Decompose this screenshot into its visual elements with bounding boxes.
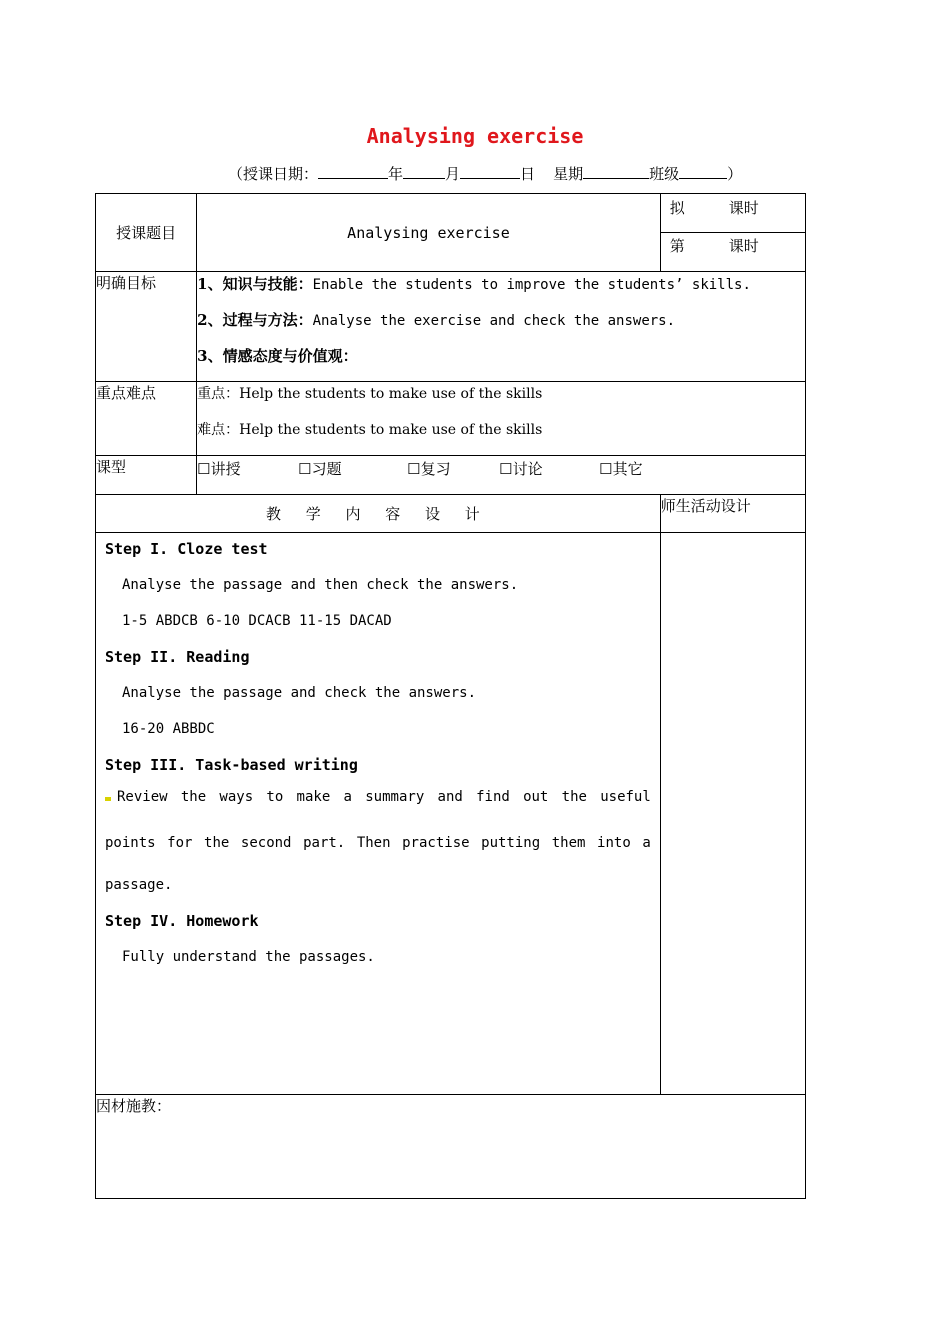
activity-label: 师生活动设计 [660, 497, 751, 515]
keypoints-label-cell [96, 382, 197, 456]
steps-content-cell [96, 533, 661, 1095]
keypoints-row [96, 382, 806, 456]
lesson-type-exercise-checkbox[interactable]: ☐习题 [298, 459, 342, 478]
date-close: ） [727, 165, 743, 183]
activity-header [660, 495, 805, 533]
objective-process-prefix: 2、过程与方法： [197, 311, 313, 329]
objective-process [197, 308, 805, 344]
month-blank[interactable] [403, 164, 445, 179]
step3-line3: passage. [105, 877, 173, 893]
step3-title: Step III. Task-based writing [105, 756, 358, 774]
step3-line2: points for the second part. Then practise putting them into a [105, 835, 651, 851]
topic-row [96, 194, 806, 272]
weekday-label: 星期 [553, 165, 584, 183]
objective-process-text: Analyse the exercise and check the answers. [312, 313, 676, 329]
planned-periods [661, 194, 805, 233]
class-label: 班级 [649, 165, 680, 183]
step4-line1: Fully understand the passages. [122, 949, 375, 965]
objectives-row [96, 272, 806, 382]
objective-knowledge [197, 272, 805, 308]
lesson-plan-table [95, 193, 806, 1199]
difficult-point: 难点：Help the students to make use of the skills [197, 422, 543, 438]
lesson-type-other-checkbox[interactable]: ☐其它 [599, 459, 643, 478]
footer-row [96, 1095, 806, 1199]
lesson-type-review-checkbox[interactable]: ☐复习 [407, 459, 451, 478]
step1-line1: Analyse the passage and then check the answers. [122, 577, 519, 593]
weekday-blank[interactable] [583, 164, 649, 179]
lesson-type-discussion-checkbox[interactable]: ☐讨论 [499, 459, 543, 478]
month-label: 月 [445, 165, 461, 183]
keypoints-label: 重点难点 [96, 384, 157, 402]
step2-answers: 16-20 ABBDC [122, 721, 215, 737]
objectives-label-cell [96, 272, 197, 382]
steps-row [96, 533, 806, 1095]
number-unit: 课时 [728, 237, 759, 255]
objectives-content-cell [197, 272, 806, 382]
day-blank[interactable] [460, 164, 520, 179]
period-number [661, 233, 805, 271]
topic-label: 授课题目 [116, 224, 177, 242]
footer-label: 因材施教： [96, 1097, 172, 1115]
objectives-label: 明确目标 [96, 274, 157, 292]
objective-attitude [197, 344, 805, 380]
period-cell [660, 194, 805, 272]
lesson-type-row [96, 456, 806, 495]
step2-line1: Analyse the passage and check the answers. [122, 685, 477, 701]
year-blank[interactable] [318, 164, 388, 179]
content-header-row [96, 495, 806, 533]
lesson-type-label-cell [96, 456, 197, 495]
footer-cell[interactable] [96, 1095, 806, 1199]
lesson-type-label: 课型 [96, 458, 127, 476]
objective-knowledge-prefix: 1、知识与技能： [197, 275, 313, 293]
date-line [228, 163, 742, 184]
step1-title: Step I. Cloze test [105, 540, 268, 558]
year-label: 年 [388, 165, 404, 183]
step2-title: Step II. Reading [105, 648, 250, 666]
number-label: 第 [669, 237, 685, 255]
step3-line1-text: Review the ways to make a summary and find out the useful [117, 789, 651, 805]
content-design-label: 教 学 内 容 设 计 [265, 505, 490, 523]
key-point: 重点：Help the students to make use of the skills [197, 386, 543, 402]
day-label: 日 [520, 165, 536, 183]
page-title: Analysing exercise [366, 124, 584, 148]
class-blank[interactable] [679, 164, 727, 179]
topic-value: Analysing exercise [347, 223, 510, 242]
lesson-type-options-cell [197, 456, 806, 495]
step4-title: Step IV. Homework [105, 912, 259, 930]
planned-unit: 课时 [728, 199, 759, 217]
bullet-mark [105, 797, 111, 801]
objective-knowledge-text: Enable the students to improve the students’ skills. [312, 277, 751, 293]
date-open: （授课日期： [228, 165, 319, 183]
topic-value-cell [197, 194, 661, 272]
content-design-header [96, 495, 661, 533]
objective-attitude-prefix: 3、情感态度与价值观： [197, 347, 358, 365]
activity-content-cell[interactable] [660, 533, 805, 1095]
step1-answers: 1-5 ABDCB 6-10 DCACB 11-15 DACAD [122, 613, 392, 629]
keypoints-content-cell [197, 382, 806, 456]
planned-label: 拟 [669, 199, 685, 217]
step3-line1 [105, 785, 651, 831]
lesson-type-lecture-checkbox[interactable]: ☐讲授 [197, 459, 241, 478]
topic-label-cell [96, 194, 197, 272]
